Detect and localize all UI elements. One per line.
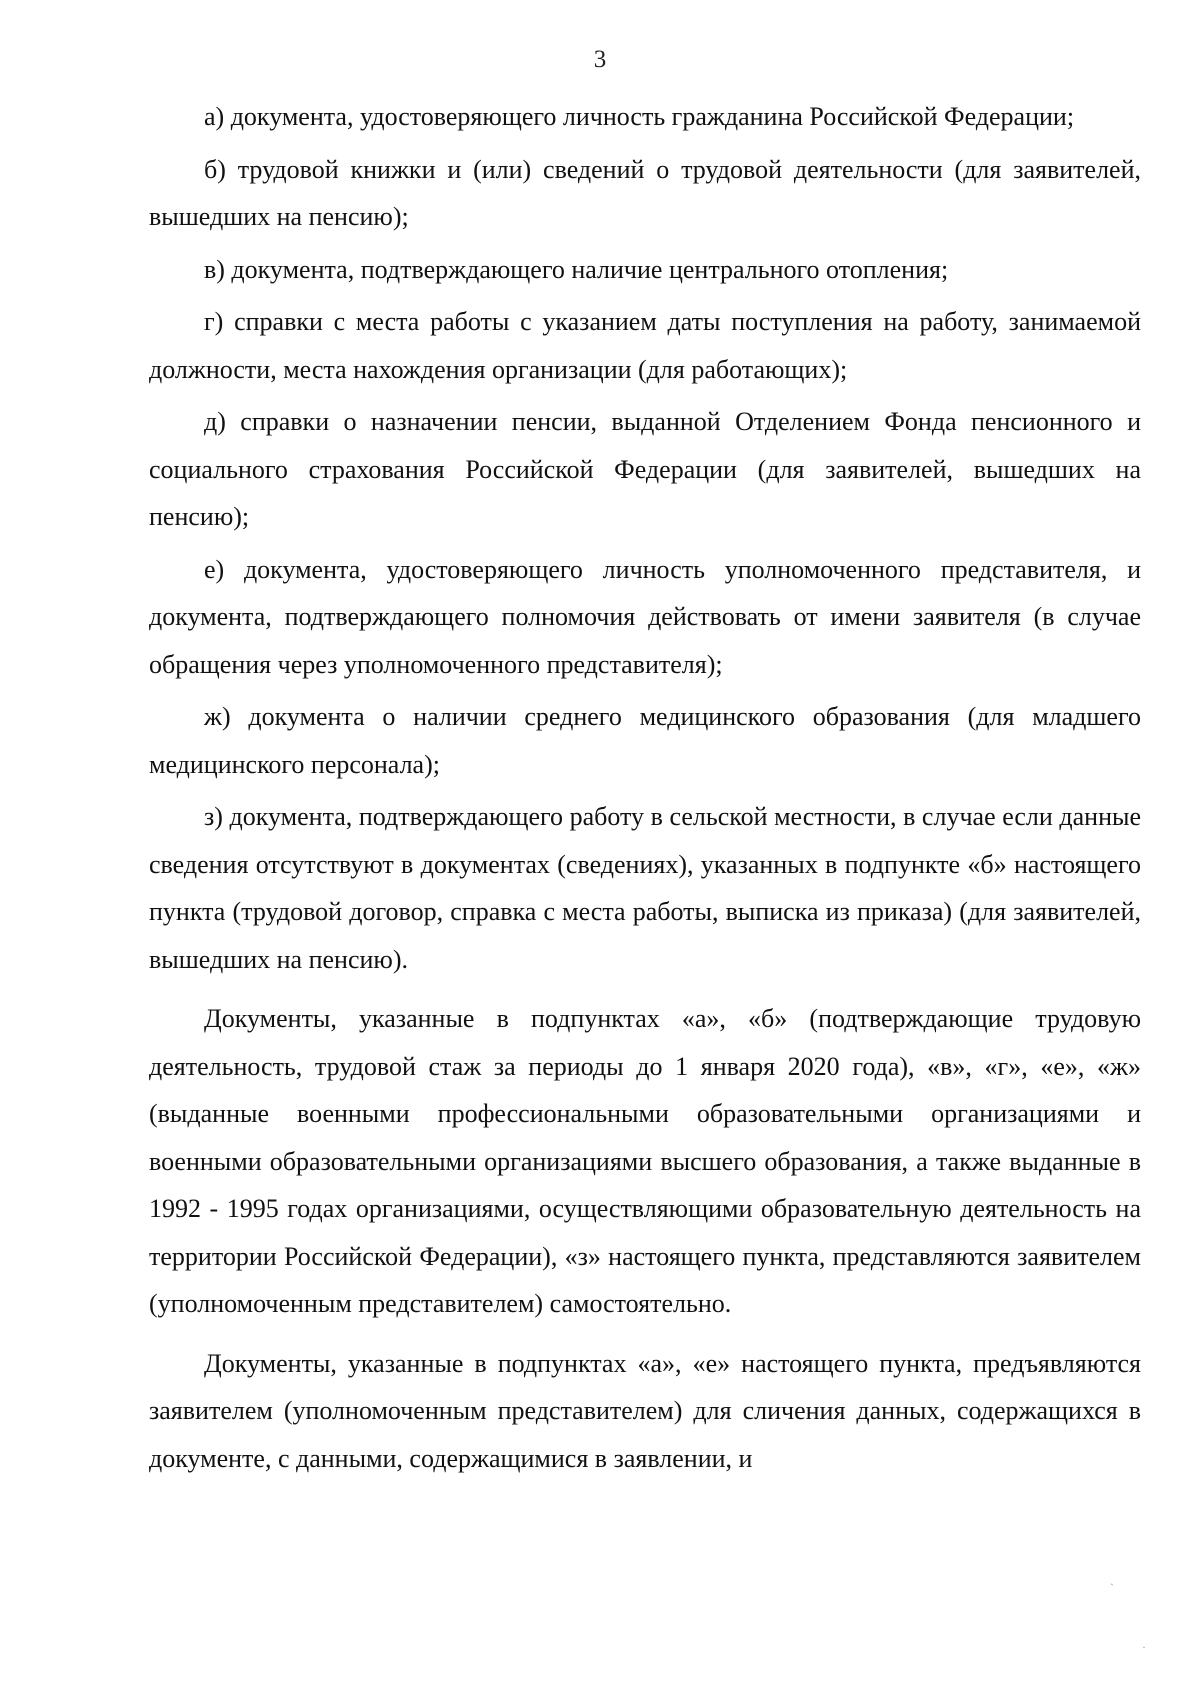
page-number: 3 [593,46,607,73]
list-item-e: е) документа, удостоверяющего личность уполномоченного представителя, и документа, подтверждающего полномочия действовать от имени заявителя (в случае обращения через уполномоченного представителя); [149,554,1141,679]
documents-paragraph: Документы, указанные в подпунктах «а», «б» (подтверждающие трудовую деятельность, трудовой стаж за периоды до 1 января 2020 года), «в», «г», «е», «ж» (выданные военными профессиональными образовательными организациями и военными образовательными организациями высшего образования, а также выданные в 1992 - 1995 годах организациями, осуществляющими образовательную деятельность на территории Российской Федерации), «з» настоящего пункта, представляются заявителем (уполномоченным представителем) самостоятельно. [149,1004,1141,1318]
list-item-z: з) документа, подтверждающего работу в сельской местности, в случае если данные сведения отсутствуют в документах (сведениях), указанных в подпункте «б» настоящего пункта (трудовой договор, справка с места работы, выписка из приказа) (для заявителей, вышедших на пенсию). [149,802,1141,974]
list-item-a: а) документа, удостоверяющего личность гражданина Российской Федерации; [204,102,1075,131]
list-item-d: д) справки о назначении пенсии, выданной Отделением Фонда пенсионного и социального страхования Российской Федерации (для заявителей, вышедших на пенсию); [149,407,1141,531]
list-item-b: б) трудовой книжки и (или) сведений о трудовой деятельности (для заявителей, вышедших на пенсию); [149,154,1141,231]
scan-speck: · [1142,1640,1146,1654]
scan-speck: ˎ [1110,1572,1114,1586]
list-item-g: г) справки с места работы с указанием даты поступления на работу, занимаемой должности, места нахождения организации (для работающих); [149,307,1141,384]
list-item-v: в) документа, подтверждающего наличие центрального отопления; [204,254,949,284]
document-body [149,93,1141,1482]
list-item-zh: ж) документа о наличии среднего медицинского образования (для младшего медицинского персонала); [149,702,1141,779]
documents-presentation-paragraph: Документы, указанные в подпунктах «а», «е» настоящего пункта, предъявляются заявителем (уполномоченным представителем) для сличения данных, содержащихся в документе, с данными, содержащимися в заявлении, и [149,1348,1141,1473]
